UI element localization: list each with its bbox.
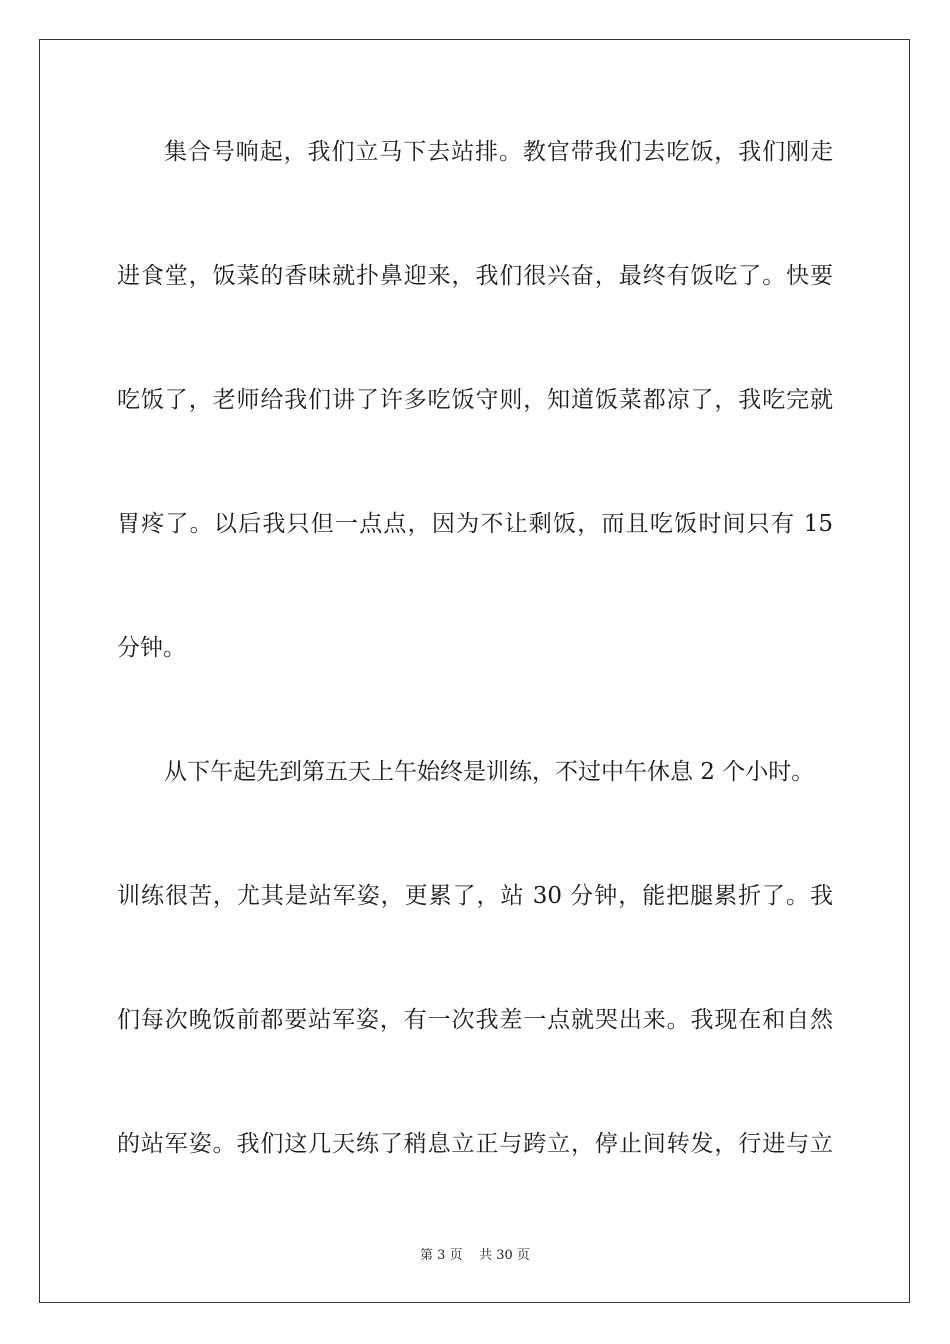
page-border	[39, 39, 910, 1303]
paragraph-1-line-4: 胃疼了。以后我只但一点点，因为不让剩饭，而且吃饭时间只有 15	[117, 511, 833, 537]
paragraph-1-line-1: 集合号响起，我们立马下去站排。教官带我们去吃饭，我们刚走	[164, 139, 833, 165]
total-pages: 共 30 页	[479, 1248, 530, 1263]
page-footer	[0, 1247, 950, 1265]
paragraph-1-line-2: 进食堂，饭菜的香味就扑鼻迎来，我们很兴奋，最终有饭吃了。快要	[117, 263, 833, 289]
page-number: 第 3 页	[420, 1248, 463, 1263]
paragraph-1-line-3: 吃饭了，老师给我们讲了许多吃饭守则，知道饭菜都凉了，我吃完就	[117, 387, 833, 413]
paragraph-2-line-4: 的站军姿。我们这几天练了稍息立正与跨立，停止间转发，行进与立	[117, 1131, 833, 1157]
paragraph-2-line-3: 们每次晚饭前都要站军姿，有一次我差一点就哭出来。我现在和自然	[117, 1007, 833, 1033]
paragraph-2-line-1: 从下午起先到第五天上午始终是训练，不过中午休息 2 个小时。	[164, 759, 815, 785]
paragraph-2-line-2: 训练很苦，尤其是站军姿，更累了，站 30 分钟，能把腿累折了。我	[117, 883, 833, 909]
paragraph-1-line-5: 分钟。	[117, 635, 186, 661]
